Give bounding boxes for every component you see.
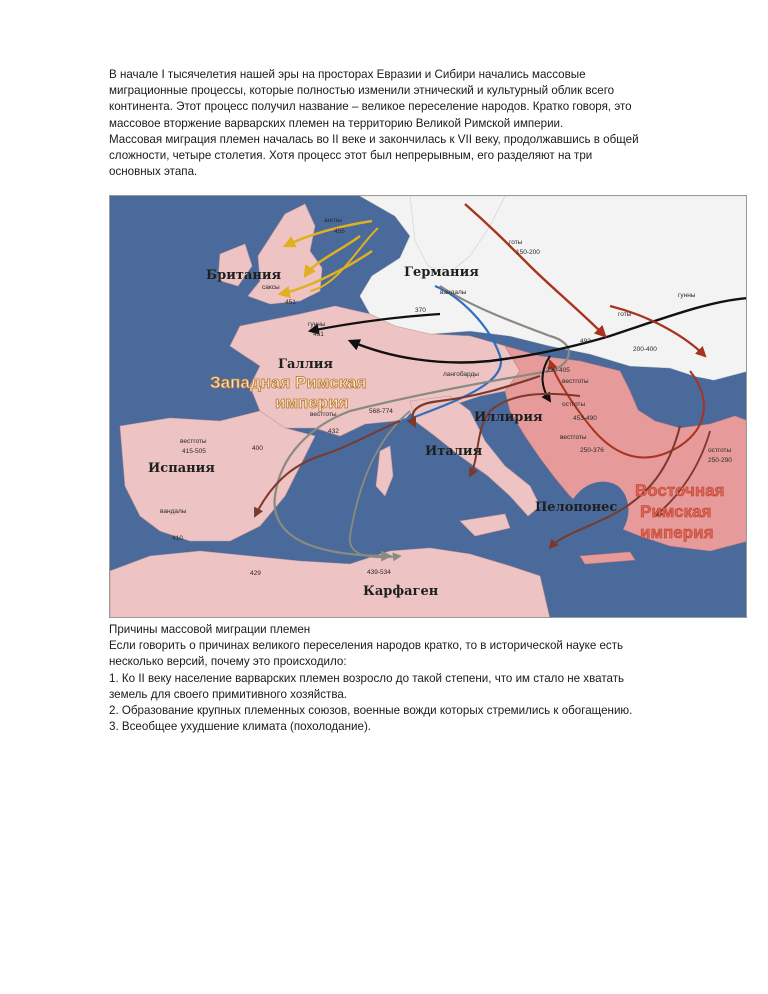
causes-section <box>109 622 729 735</box>
tribe-vandals-north: вандалы <box>440 289 467 296</box>
causes-item-2: 2. Образование крупных племенных союзов, военные вожди которых стремились к обогащению. <box>109 704 633 718</box>
region-germany: Германия <box>404 265 479 280</box>
tribe-visigoths-spain-years: 415-505 <box>182 448 206 455</box>
tribe-year-400: 400 <box>252 445 263 452</box>
migration-map <box>109 195 747 618</box>
label-western-empire-1: Западная Римская <box>210 373 367 392</box>
causes-item-1-cont: земель для своего примитивного хозяйства. <box>109 687 348 701</box>
tribe-year-410: 410 <box>172 535 183 542</box>
tribe-goths-east-years: 200-400 <box>633 346 657 353</box>
region-peloponnese: Пелопонес <box>535 500 618 515</box>
tribe-year-429: 429 <box>250 570 261 577</box>
region-italy: Италия <box>425 444 483 459</box>
tribe-ostrogoths-east: остготы <box>708 447 732 454</box>
tribe-years-439-534: 439-534 <box>367 569 391 576</box>
tribe-ostrogoths-east-years: 250-290 <box>708 457 732 464</box>
tribe-huns-west-year: 451 <box>313 331 324 338</box>
intro-line: континента. Этот процесс получил название – великое переселение народов. Кратко говоря, это <box>109 100 632 114</box>
causes-title: Причины массовой миграции племен <box>109 623 311 636</box>
intro-line: Массовая миграция племен началась во II веке и закончилась к VII веку, продолжавшись в общей <box>109 132 639 146</box>
causes-line: Если говорить о причинах великого переселения народов кратко, то в исторической науке есть <box>109 639 624 653</box>
tribe-ostrogoths: остготы <box>562 401 586 408</box>
label-eastern-empire-3: империя <box>640 523 714 542</box>
intro-line: сложности, четыре столетия. Хотя процесс этот был непрерывным, его разделяют на три <box>109 149 593 163</box>
region-carthage: Карфаген <box>363 584 439 599</box>
tribe-visigoths-spain: вестготы <box>180 438 207 445</box>
causes-line: несколько версий, почему это происходило: <box>109 655 347 669</box>
tribe-angles: англы <box>324 217 342 224</box>
tribe-year-493: 493 <box>580 338 591 345</box>
tribe-goths-north-years: 150-200 <box>516 249 540 256</box>
label-eastern-empire-1: Восточная <box>635 481 725 500</box>
tribe-visigoths-italy: вестготы <box>560 434 587 441</box>
intro-line: В начале I тысячелетия нашей эры на просторах Евразии и Сибири начались массовые <box>109 68 586 81</box>
intro-line: основных этапа. <box>109 165 198 179</box>
region-gaul: Галлия <box>278 357 333 372</box>
region-britain: Британия <box>206 268 282 283</box>
tribe-vandals-spain: вандалы <box>160 508 187 515</box>
intro-line: массовое вторжение варварских племен на территорию Великой Римской империи. <box>109 116 564 130</box>
tribe-goths-east: готы <box>618 311 632 318</box>
tribe-years-250-376: 250-376 <box>580 447 604 454</box>
tribe-year-432: 432 <box>328 428 339 435</box>
label-eastern-empire-2: Римская <box>640 502 712 521</box>
tribe-visigoths-gaul: вестготы <box>310 411 337 418</box>
tribe-years-230-405: 230-405 <box>546 367 570 374</box>
tribe-langobards: лангобарды <box>443 371 479 378</box>
causes-item-3: 3. Всеобщее ухудшение климата (похолодание). <box>109 720 372 734</box>
tribe-goths-north: готы <box>509 239 523 246</box>
tribe-visigoths-balkan: вестготы <box>562 378 589 385</box>
tribe-saxons-year: 451 <box>285 299 296 306</box>
intro-paragraph <box>109 67 729 180</box>
tribe-huns-west: гунны <box>308 321 326 328</box>
tribe-angles-year: 455 <box>334 228 345 235</box>
causes-item-1: 1. Ко II веку население варварских племен возросло до такой степени, что им стало не хватать <box>109 671 625 685</box>
tribe-years-568-774: 568-774 <box>369 408 393 415</box>
intro-line: миграционные процессы, которые полностью изменили этнический и культурный облик всего <box>109 84 615 98</box>
region-illyria: Иллирия <box>474 410 543 425</box>
label-western-empire-2: империя <box>275 393 349 412</box>
tribe-huns-east: гунны <box>678 292 696 299</box>
tribe-ostrogoths-years: 453-490 <box>573 415 597 422</box>
tribe-year-370: 370 <box>415 307 426 314</box>
region-spain: Испания <box>148 461 215 476</box>
tribe-saxons: саксы <box>262 284 280 291</box>
migration-map-svg <box>110 196 747 618</box>
